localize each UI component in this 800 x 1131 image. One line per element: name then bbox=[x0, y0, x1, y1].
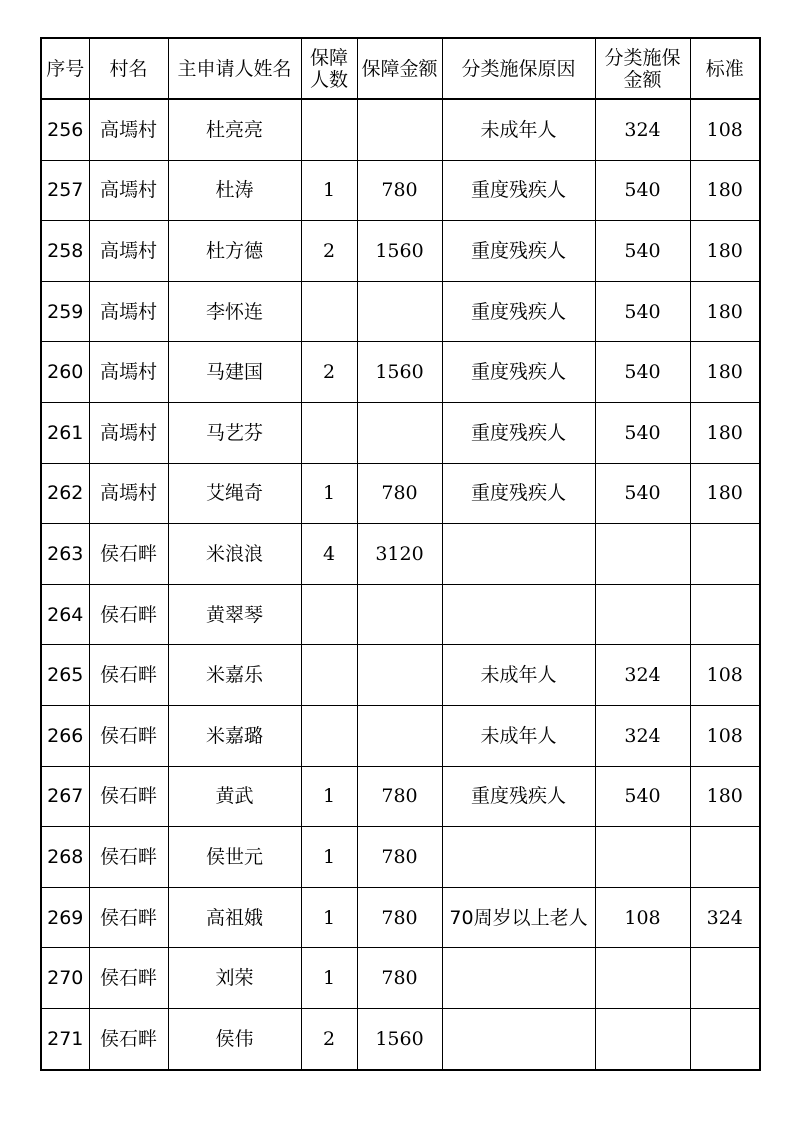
table-row bbox=[41, 645, 760, 706]
cell-class-amount: 540 bbox=[595, 342, 690, 403]
cell-count: 1 bbox=[301, 827, 357, 888]
cell-reason: 重度残疾人 bbox=[442, 221, 595, 282]
cell-applicant: 杜亮亮 bbox=[168, 99, 301, 160]
cell-standard bbox=[690, 827, 760, 888]
cell-village: 高墕村 bbox=[89, 342, 168, 403]
cell-village: 高墕村 bbox=[89, 221, 168, 282]
cell-applicant: 马建国 bbox=[168, 342, 301, 403]
cell-applicant: 侯世元 bbox=[168, 827, 301, 888]
cell-count bbox=[301, 584, 357, 645]
cell-standard: 180 bbox=[690, 281, 760, 342]
header-standard: 标准 bbox=[690, 38, 760, 99]
cell-amount bbox=[357, 99, 442, 160]
cell-reason bbox=[442, 948, 595, 1009]
cell-reason: 重度残疾人 bbox=[442, 463, 595, 524]
cell-amount: 780 bbox=[357, 160, 442, 221]
cell-class-amount bbox=[595, 524, 690, 585]
table-row bbox=[41, 766, 760, 827]
cell-applicant: 黄翠琴 bbox=[168, 584, 301, 645]
table-row bbox=[41, 584, 760, 645]
cell-count: 1 bbox=[301, 766, 357, 827]
cell-village: 侯石畔 bbox=[89, 827, 168, 888]
cell-standard: 180 bbox=[690, 402, 760, 463]
table-row bbox=[41, 463, 760, 524]
cell-seq: 259 bbox=[41, 281, 89, 342]
header-row bbox=[41, 38, 760, 99]
cell-count bbox=[301, 99, 357, 160]
cell-standard bbox=[690, 1008, 760, 1069]
table-row bbox=[41, 827, 760, 888]
cell-applicant: 李怀连 bbox=[168, 281, 301, 342]
cell-reason bbox=[442, 1008, 595, 1069]
cell-applicant: 侯伟 bbox=[168, 1008, 301, 1069]
cell-amount: 780 bbox=[357, 887, 442, 948]
cell-reason: 重度残疾人 bbox=[442, 766, 595, 827]
cell-seq: 271 bbox=[41, 1008, 89, 1069]
table-row bbox=[41, 99, 760, 160]
cell-reason: 未成年人 bbox=[442, 645, 595, 706]
cell-village: 侯石畔 bbox=[89, 645, 168, 706]
cell-standard: 180 bbox=[690, 342, 760, 403]
cell-village: 侯石畔 bbox=[89, 948, 168, 1009]
header-amount: 保障金额 bbox=[357, 38, 442, 99]
cell-reason: 重度残疾人 bbox=[442, 281, 595, 342]
cell-amount: 1560 bbox=[357, 342, 442, 403]
cell-class-amount: 540 bbox=[595, 160, 690, 221]
cell-class-amount: 540 bbox=[595, 766, 690, 827]
cell-seq: 270 bbox=[41, 948, 89, 1009]
cell-class-amount: 324 bbox=[595, 99, 690, 160]
cell-reason: 70周岁以上老人 bbox=[442, 887, 595, 948]
header-reason: 分类施保原因 bbox=[442, 38, 595, 99]
cell-reason bbox=[442, 827, 595, 888]
table-header bbox=[41, 38, 760, 99]
cell-village: 侯石畔 bbox=[89, 524, 168, 585]
cell-amount bbox=[357, 281, 442, 342]
cell-applicant: 黄武 bbox=[168, 766, 301, 827]
cell-seq: 265 bbox=[41, 645, 89, 706]
cell-seq: 257 bbox=[41, 160, 89, 221]
cell-standard bbox=[690, 584, 760, 645]
cell-reason: 重度残疾人 bbox=[442, 160, 595, 221]
cell-amount: 780 bbox=[357, 948, 442, 1009]
cell-count bbox=[301, 402, 357, 463]
table-row bbox=[41, 948, 760, 1009]
cell-village: 侯石畔 bbox=[89, 766, 168, 827]
cell-applicant: 杜涛 bbox=[168, 160, 301, 221]
table-body bbox=[41, 99, 760, 1070]
cell-standard: 180 bbox=[690, 221, 760, 282]
cell-seq: 260 bbox=[41, 342, 89, 403]
cell-amount: 780 bbox=[357, 766, 442, 827]
cell-standard bbox=[690, 948, 760, 1009]
cell-applicant: 米嘉乐 bbox=[168, 645, 301, 706]
cell-class-amount: 324 bbox=[595, 705, 690, 766]
cell-applicant: 米浪浪 bbox=[168, 524, 301, 585]
cell-count: 2 bbox=[301, 1008, 357, 1069]
cell-applicant: 马艺芬 bbox=[168, 402, 301, 463]
cell-count bbox=[301, 705, 357, 766]
cell-seq: 263 bbox=[41, 524, 89, 585]
cell-standard: 180 bbox=[690, 160, 760, 221]
cell-village: 高墕村 bbox=[89, 99, 168, 160]
table-row bbox=[41, 524, 760, 585]
cell-seq: 256 bbox=[41, 99, 89, 160]
cell-class-amount: 540 bbox=[595, 402, 690, 463]
cell-amount bbox=[357, 645, 442, 706]
cell-standard: 108 bbox=[690, 705, 760, 766]
roster-table bbox=[40, 37, 761, 1071]
cell-seq: 262 bbox=[41, 463, 89, 524]
cell-seq: 261 bbox=[41, 402, 89, 463]
cell-class-amount bbox=[595, 1008, 690, 1069]
cell-amount: 1560 bbox=[357, 1008, 442, 1069]
cell-standard: 108 bbox=[690, 99, 760, 160]
cell-applicant: 高祖娥 bbox=[168, 887, 301, 948]
header-applicant: 主申请人姓名 bbox=[168, 38, 301, 99]
table-row bbox=[41, 705, 760, 766]
cell-applicant: 艾绳奇 bbox=[168, 463, 301, 524]
cell-class-amount: 108 bbox=[595, 887, 690, 948]
table-row bbox=[41, 281, 760, 342]
cell-count: 1 bbox=[301, 887, 357, 948]
cell-count: 2 bbox=[301, 342, 357, 403]
header-seq: 序号 bbox=[41, 38, 89, 99]
cell-amount bbox=[357, 402, 442, 463]
cell-village: 高墕村 bbox=[89, 160, 168, 221]
cell-seq: 266 bbox=[41, 705, 89, 766]
cell-class-amount bbox=[595, 948, 690, 1009]
cell-village: 侯石畔 bbox=[89, 887, 168, 948]
cell-village: 侯石畔 bbox=[89, 1008, 168, 1069]
cell-amount: 780 bbox=[357, 827, 442, 888]
cell-village: 高墕村 bbox=[89, 463, 168, 524]
cell-count: 1 bbox=[301, 160, 357, 221]
cell-amount bbox=[357, 584, 442, 645]
cell-amount: 1560 bbox=[357, 221, 442, 282]
cell-seq: 269 bbox=[41, 887, 89, 948]
cell-village: 高墕村 bbox=[89, 281, 168, 342]
cell-class-amount: 540 bbox=[595, 221, 690, 282]
cell-count bbox=[301, 645, 357, 706]
cell-applicant: 杜方德 bbox=[168, 221, 301, 282]
cell-applicant: 刘荣 bbox=[168, 948, 301, 1009]
cell-count: 1 bbox=[301, 463, 357, 524]
cell-reason bbox=[442, 584, 595, 645]
cell-count: 4 bbox=[301, 524, 357, 585]
cell-count: 2 bbox=[301, 221, 357, 282]
cell-village: 侯石畔 bbox=[89, 705, 168, 766]
cell-standard: 180 bbox=[690, 766, 760, 827]
cell-amount bbox=[357, 705, 442, 766]
cell-village: 侯石畔 bbox=[89, 584, 168, 645]
cell-reason: 未成年人 bbox=[442, 99, 595, 160]
header-class-amount: 分类施保金额 bbox=[595, 38, 690, 99]
cell-standard: 180 bbox=[690, 463, 760, 524]
cell-class-amount bbox=[595, 827, 690, 888]
cell-amount: 3120 bbox=[357, 524, 442, 585]
cell-standard bbox=[690, 524, 760, 585]
cell-count: 1 bbox=[301, 948, 357, 1009]
cell-seq: 267 bbox=[41, 766, 89, 827]
cell-count bbox=[301, 281, 357, 342]
table-row bbox=[41, 1008, 760, 1069]
cell-standard: 108 bbox=[690, 645, 760, 706]
table-row bbox=[41, 887, 760, 948]
cell-class-amount bbox=[595, 584, 690, 645]
cell-applicant: 米嘉璐 bbox=[168, 705, 301, 766]
cell-class-amount: 324 bbox=[595, 645, 690, 706]
header-village: 村名 bbox=[89, 38, 168, 99]
table-row bbox=[41, 221, 760, 282]
table-row bbox=[41, 160, 760, 221]
table-row bbox=[41, 402, 760, 463]
cell-standard: 324 bbox=[690, 887, 760, 948]
cell-amount: 780 bbox=[357, 463, 442, 524]
cell-class-amount: 540 bbox=[595, 281, 690, 342]
header-count: 保障人数 bbox=[301, 38, 357, 99]
cell-seq: 258 bbox=[41, 221, 89, 282]
cell-reason: 未成年人 bbox=[442, 705, 595, 766]
cell-class-amount: 540 bbox=[595, 463, 690, 524]
cell-village: 高墕村 bbox=[89, 402, 168, 463]
cell-reason: 重度残疾人 bbox=[442, 402, 595, 463]
cell-reason: 重度残疾人 bbox=[442, 342, 595, 403]
table-row bbox=[41, 342, 760, 403]
cell-seq: 268 bbox=[41, 827, 89, 888]
cell-reason bbox=[442, 524, 595, 585]
cell-seq: 264 bbox=[41, 584, 89, 645]
